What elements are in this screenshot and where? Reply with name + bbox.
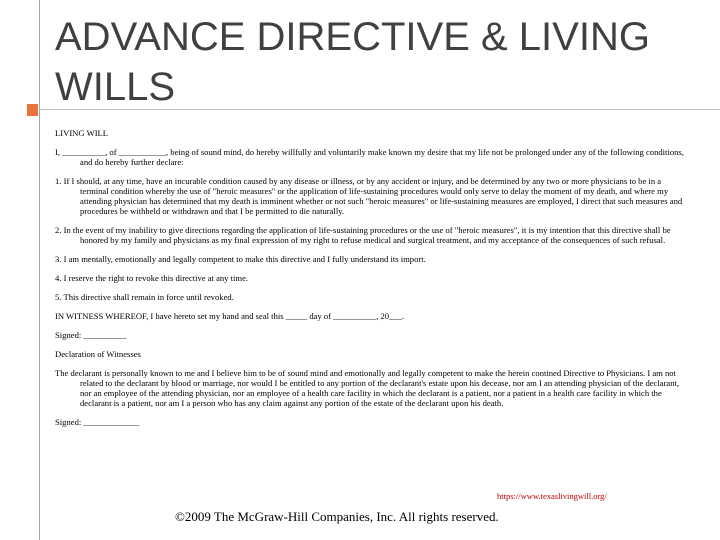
slide-accent-square (27, 104, 38, 116)
document-heading: LIVING WILL (55, 128, 109, 138)
declaration-heading: Declaration of Witnesses (55, 349, 141, 359)
clause-2: 2. In the event of my inability to give directions regarding the application of life-sustaining procedures or the use of "heroic measures", it is my intention that this directive shall be honored by my family and physicians as my final expression of my right to refuse medical and surgical treatment, and my acceptance of the consequences of such refusal. (55, 225, 671, 245)
slide-title: ADVANCE DIRECTIVE & LIVING WILLS (55, 15, 650, 109)
slide-vertical-rule (39, 0, 40, 540)
living-will-document (55, 128, 690, 436)
clause-4: 4. I reserve the right to revoke this directive at any time. (55, 273, 249, 283)
clause-3: 3. I am mentally, emotionally and legally competent to make this directive and I fully understand its import. (55, 254, 426, 264)
witness-line: IN WITNESS WHEREOF, I have hereto set my hand and seal this _____ day of __________, 20___. (55, 311, 405, 321)
clause-1: 1. If I should, at any time, have an incurable condition caused by any disease or illness, or by any accident or injury, and be determined by any two or more physicians to be in a terminal condition whereby the use of "heroic measures" or the application of life-sustaining procedures would only serve to delay the moment of my death, and where my attending physician has determined that my death is imminent whether or not such "heroic measures" or life-sustaining measures are employed, I direct that such measures and procedures be withheld or withdrawn and that I be permitted to die naturally. (55, 176, 683, 216)
copyright-footer: ©2009 The McGraw-Hill Companies, Inc. All rights reserved. (175, 509, 499, 524)
document-intro: I, __________, of ___________, being of sound mind, do hereby willfully and voluntarily make known my desire that my life not be prolonged under any of the following conditions, and do hereby further declare: (55, 147, 684, 167)
clause-5: 5. This directive shall remain in force until revoked. (55, 292, 234, 302)
source-link[interactable]: https://www.texaslivingwill.org/ (497, 491, 607, 501)
declaration-text: The declarant is personally known to me and I believe him to be of sound mind and emotionally and legally competent to make the herein contined Directive to Physicians. I am not related to the declarant by blood or marriage, nor would I be entitled to any portion of the declarant's estate upon his decease, nor am I an attending physician of the declarant, nor an employee of the attending physician, nor an employee of a health care facility in which the declarant is a patient, nor a patient in a health care facility in which the declarant is a patient, nor am I a person who has any claim against any portion of the estate of the declarant upon his death. (55, 368, 680, 408)
signature-line-2: Signed: _____________ (55, 417, 140, 427)
signature-line-1: Signed: __________ (55, 330, 127, 340)
